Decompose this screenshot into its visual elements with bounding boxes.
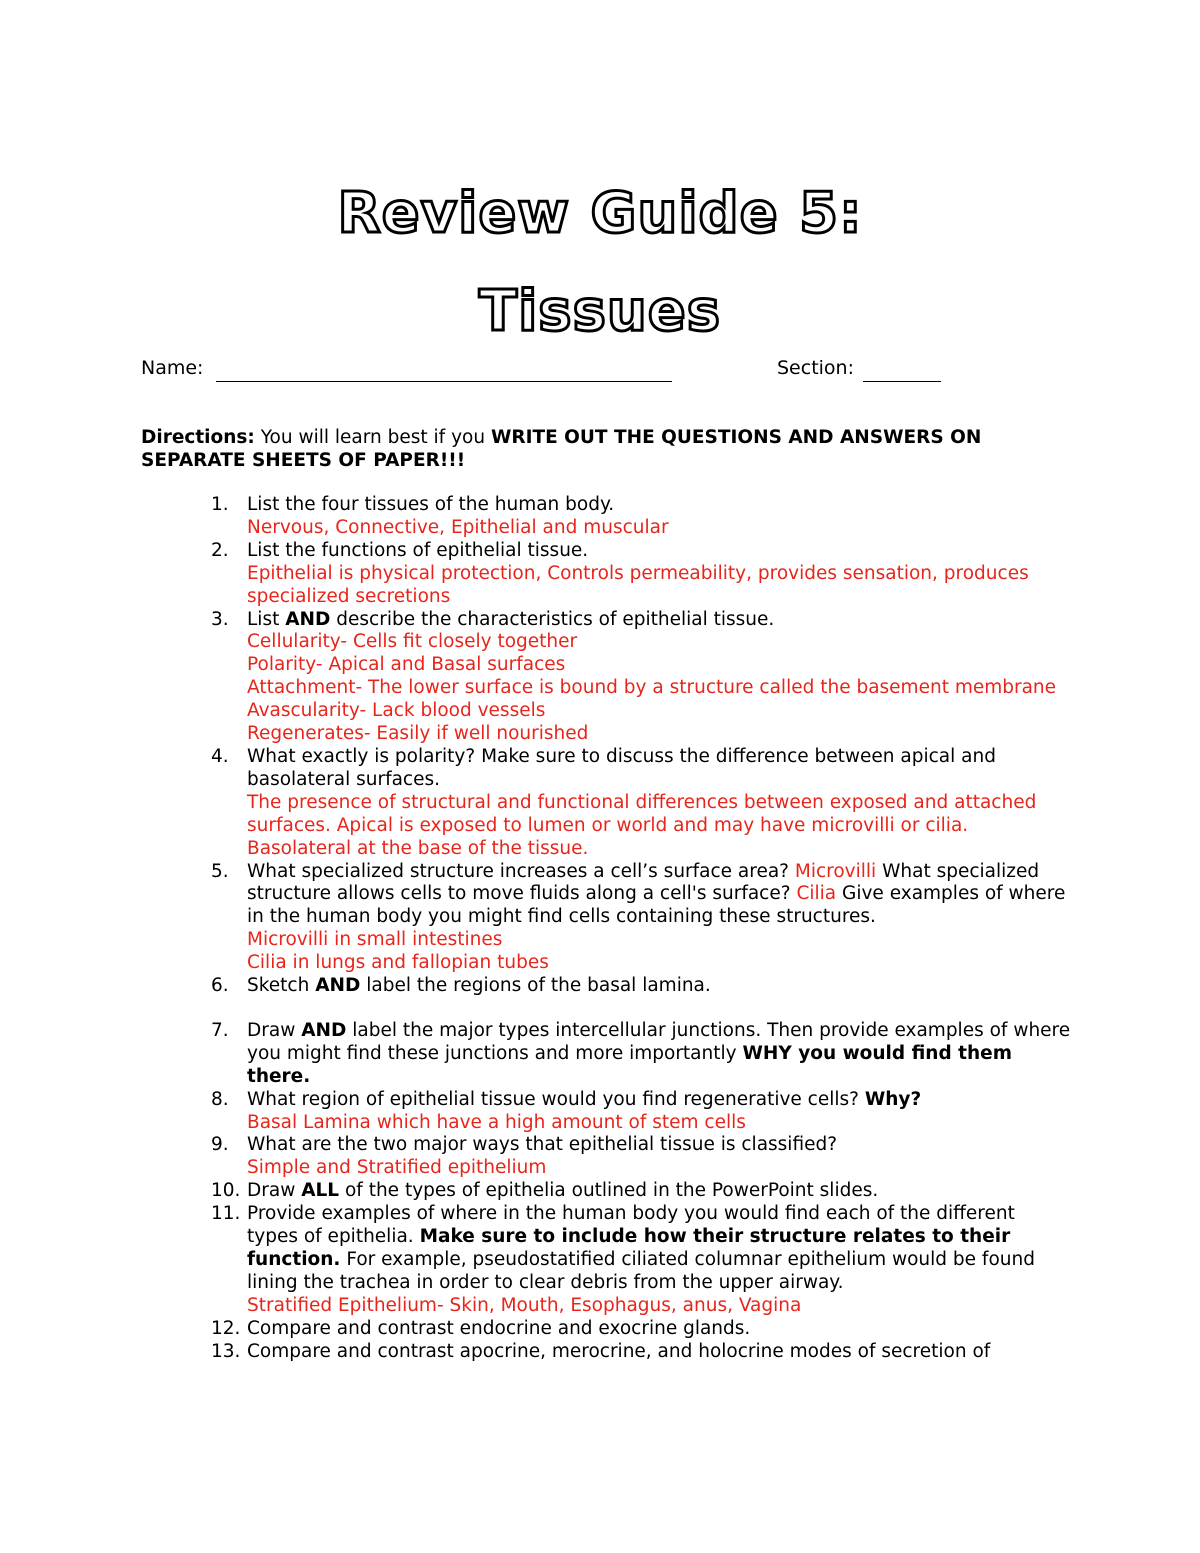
- section-field-line[interactable]: [863, 381, 941, 382]
- question-number: 9.: [211, 1134, 229, 1156]
- spacer: [141, 998, 1071, 1020]
- question-number: 3.: [211, 608, 229, 630]
- section-label: Section:: [777, 357, 854, 379]
- directions-text: You will learn best if you: [254, 427, 491, 448]
- question-number: 13.: [211, 1340, 241, 1362]
- directions-label: Directions:: [141, 427, 255, 448]
- question-text: Draw AND label the major types intercellular junctions. Then provide examples of where you might find these junctions and more importantly WHY you would find them there.: [247, 1019, 1071, 1087]
- question-item: [141, 975, 1071, 998]
- question-item: [141, 746, 1071, 861]
- question-text: List the four tissues of the human body.: [247, 494, 615, 515]
- question-text: Draw ALL of the types of epithelia outlined in the PowerPoint slides.: [247, 1180, 879, 1202]
- question-item: [141, 609, 1071, 746]
- question-number: 1.: [211, 494, 229, 515]
- question-number: 2.: [211, 539, 229, 561]
- question-text: Provide examples of where in the human body you would find each of the different types of epithelia. Make sure to include how their structure relates to their function. For example, pseudostatified ciliated columnar epithelium would be found lining the trachea in order to clear debris from the upper airway.: [247, 1203, 1035, 1293]
- name-label: Name:: [141, 357, 204, 379]
- question-item: [141, 1134, 1071, 1180]
- question-text: Compare and contrast apocrine, merocrine, and holocrine modes of secretion of: [247, 1340, 991, 1362]
- answer-text: Nervous, Connective, Epithelial and muscular: [247, 516, 669, 538]
- name-field-line[interactable]: [216, 381, 672, 382]
- question-item: [141, 1180, 1071, 1203]
- question-number: 8.: [211, 1088, 229, 1110]
- question-text: List the functions of epithelial tissue.: [247, 539, 589, 561]
- directions: [141, 426, 1071, 472]
- question-text: What are the two major ways that epithelial tissue is classified?: [247, 1134, 838, 1156]
- question-item: [141, 540, 1071, 609]
- question-item: [141, 1341, 1071, 1364]
- question-list: [141, 494, 1071, 1364]
- question-text: Sketch AND label the regions of the basal lamina.: [247, 975, 711, 997]
- question-number: 4.: [211, 745, 229, 767]
- question-item: [141, 1318, 1071, 1341]
- answer-text: Avascularity- Lack blood vessels: [247, 700, 546, 722]
- answer-text: Cilia in lungs and fallopian tubes: [247, 952, 549, 974]
- question-number: 12.: [211, 1317, 241, 1339]
- answer-text: Attachment- The lower surface is bound by a structure called the basement membrane: [247, 677, 1057, 699]
- question-item: [141, 1203, 1071, 1318]
- question-number: 6.: [211, 975, 229, 997]
- question-number: 7.: [211, 1019, 229, 1041]
- question-text: Compare and contrast endocrine and exocrine glands.: [247, 1317, 751, 1339]
- answer-text: Epithelial is physical protection, Controls permeability, provides sensation, produces specialized secretions: [247, 562, 1029, 607]
- question-number: 5.: [211, 860, 229, 882]
- question-item: [141, 494, 1071, 540]
- answer-text: Regenerates- Easily if well nourished: [247, 723, 589, 745]
- question-item: [141, 1089, 1071, 1135]
- answer-text: Polarity- Apical and Basal surfaces: [247, 654, 566, 676]
- answer-text: Stratified Epithelium- Skin, Mouth, Esophagus, anus, Vagina: [247, 1294, 802, 1316]
- question-text: What region of epithelial tissue would you find regenerative cells? Why?: [247, 1088, 922, 1110]
- title-line-2: Tissues: [478, 279, 722, 344]
- directions-emphasis: WRITE OUT THE QUESTIONS AND ANSWERS ON SEPARATE SHEETS OF PAPER!!!: [141, 427, 982, 471]
- question-number: 11.: [211, 1203, 241, 1225]
- question-text: What specialized structure increases a cell’s surface area? Microvilli What specialized structure allows cells to move fluids along a cell's surface? Cilia Give examples of where in the human body you might find cells containing these structures.: [247, 860, 1066, 928]
- question-text: What exactly is polarity? Make sure to discuss the difference between apical and basolateral surfaces.: [247, 745, 996, 790]
- answer-text: The presence of structural and functional differences between exposed and attached surfaces. Apical is exposed to lumen or world and may have microvilli or cilia. Basolateral at the base of the tissue.: [247, 791, 1037, 859]
- answer-text: Simple and Stratified epithelium: [247, 1157, 547, 1179]
- question-text: List AND describe the characteristics of epithelial tissue.: [247, 608, 775, 630]
- title-line-1: Review Guide 5:: [337, 181, 863, 246]
- question-item: [141, 1020, 1071, 1089]
- answer-text: Basal Lamina which have a high amount of stem cells: [247, 1111, 746, 1133]
- answer-text: Microvilli in small intestines: [247, 929, 503, 951]
- question-number: 10.: [211, 1180, 241, 1202]
- answer-text: Cellularity- Cells fit closely together: [247, 631, 578, 653]
- question-item: [141, 861, 1071, 976]
